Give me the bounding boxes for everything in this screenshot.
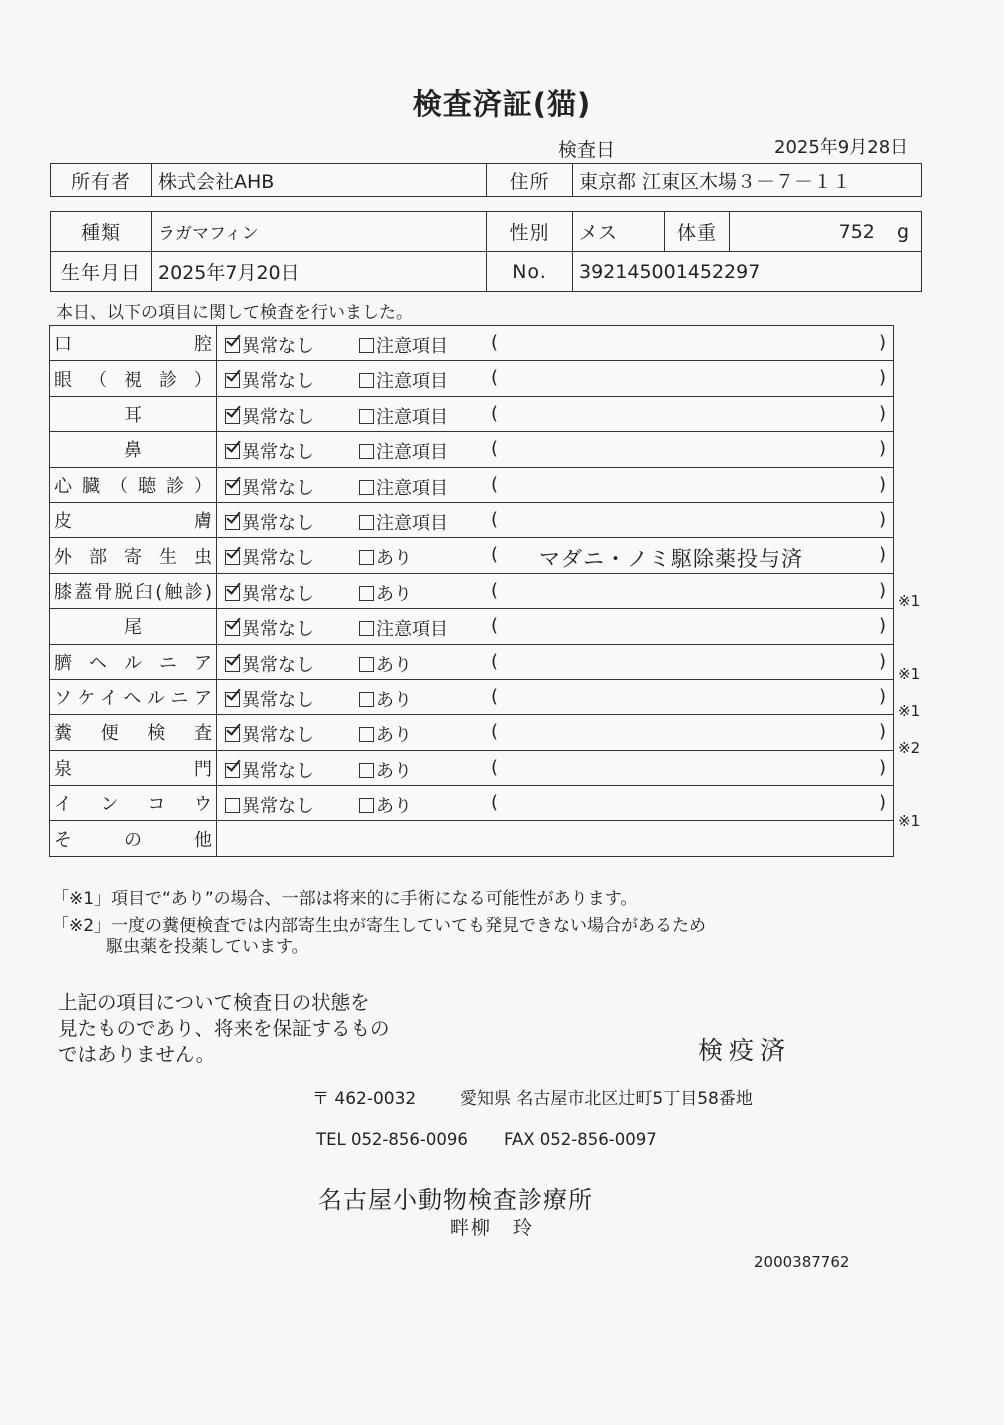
paren-open: ( <box>491 332 499 353</box>
alt-option[interactable] <box>359 367 448 393</box>
exam-item-name: ソケイヘルニア <box>54 688 212 710</box>
exam-row <box>50 715 894 750</box>
exam-item-result-cell <box>217 396 894 431</box>
normal-checkbox[interactable] <box>225 480 240 495</box>
exam-row <box>50 326 894 361</box>
owner-table <box>50 163 922 197</box>
paren-open: ( <box>491 650 499 672</box>
exam-item-name-cell <box>50 609 217 644</box>
exam-item-name: 耳 <box>124 404 142 426</box>
no-label: No. <box>487 252 573 292</box>
normal-checkbox[interactable] <box>225 657 240 672</box>
exam-item-name: 膝蓋骨脱臼(触診) <box>54 581 212 603</box>
normal-checkbox[interactable] <box>225 798 240 813</box>
normal-label: 異常なし <box>242 760 314 782</box>
exam-item-name-cell <box>50 396 217 431</box>
paren-open: ( <box>491 756 499 778</box>
footnote-mark: ※1 <box>898 665 921 684</box>
alt-option[interactable] <box>359 651 412 677</box>
exam-row <box>50 502 894 537</box>
paren-close: ) <box>879 402 887 424</box>
exam-item-name-cell <box>50 750 217 785</box>
owner-label: 所有者 <box>51 164 152 197</box>
exam-item-name-cell <box>50 361 217 396</box>
normal-option[interactable] <box>225 721 314 747</box>
disclaimer-line: 見たものであり、将来を保証するもの <box>58 1017 390 1040</box>
alt-checkbox[interactable] <box>359 763 374 778</box>
exam-item-result-cell <box>217 679 894 714</box>
alt-label: あり <box>376 796 412 818</box>
exam-row <box>50 573 894 608</box>
exam-note: マダニ・ノミ駆除薬投与済 <box>539 547 803 572</box>
alt-checkbox[interactable] <box>359 444 374 459</box>
alt-checkbox[interactable] <box>359 338 374 353</box>
paren-open: ( <box>491 544 499 566</box>
alt-option[interactable] <box>359 686 412 712</box>
alt-label: 注意項目 <box>376 406 448 428</box>
exam-item-result-cell <box>217 609 894 644</box>
alt-checkbox[interactable] <box>359 727 374 742</box>
normal-label: 異常なし <box>242 442 314 464</box>
paren-open: ( <box>491 579 499 601</box>
footnote-mark: ※2 <box>898 738 921 757</box>
normal-checkbox[interactable] <box>225 550 240 565</box>
clinic-name: 名古屋小動物検査診療所 <box>318 1186 593 1214</box>
exam-item-name-cell <box>50 326 217 361</box>
note-1: 「※1」項目で“あり”の場合、一部は将来的に手術になる可能性があります。 <box>52 889 638 909</box>
paren-close: ) <box>879 685 887 707</box>
no-value: 392145001452297 <box>573 252 922 292</box>
note-2: 「※2」一度の糞便検査では内部寄生虫が寄生していても発見できない場合があるため <box>52 916 707 936</box>
alt-label: 注意項目 <box>376 336 448 357</box>
exam-item-name: 糞便検査 <box>54 723 212 745</box>
exam-row <box>50 467 894 502</box>
alt-checkbox[interactable] <box>359 550 374 565</box>
exam-row <box>50 609 894 644</box>
paren-close: ) <box>879 438 887 460</box>
paren-close: ) <box>879 650 887 672</box>
alt-checkbox[interactable] <box>359 657 374 672</box>
breed-label: 種類 <box>51 212 152 252</box>
certificate-title: 検査済証(猫) <box>412 87 592 121</box>
alt-option[interactable] <box>359 615 448 641</box>
alt-checkbox[interactable] <box>359 409 374 424</box>
exam-item-result-cell <box>217 502 894 537</box>
normal-option[interactable] <box>225 509 314 535</box>
normal-checkbox[interactable] <box>225 763 240 778</box>
alt-option[interactable] <box>359 332 448 358</box>
normal-label: 異常なし <box>242 477 314 499</box>
alt-option[interactable] <box>359 474 448 500</box>
birth-value: 2025年7月20日 <box>152 252 487 292</box>
exam-item-result-cell <box>217 750 894 785</box>
exam-item-name-cell <box>50 502 217 537</box>
alt-option[interactable] <box>359 544 412 570</box>
normal-label: 異常なし <box>242 336 314 357</box>
weight-value: 752 <box>838 220 875 243</box>
normal-checkbox[interactable] <box>225 692 240 707</box>
clinic-fax: FAX 052-856-0097 <box>504 1130 657 1149</box>
alt-checkbox[interactable] <box>359 692 374 707</box>
normal-option[interactable] <box>225 544 314 570</box>
paren-open: ( <box>491 508 499 530</box>
normal-checkbox[interactable] <box>225 621 240 636</box>
note-2-continued: 駆虫薬を投薬しています。 <box>106 937 309 957</box>
exam-row <box>50 538 894 573</box>
other-label: そ の 他 <box>54 829 212 851</box>
alt-label: あり <box>376 689 412 711</box>
alt-checkbox[interactable] <box>359 373 374 388</box>
exam-item-name: 尾 <box>124 617 142 639</box>
alt-label: 注意項目 <box>376 371 448 393</box>
exam-row <box>50 786 894 821</box>
exam-item-result-cell <box>217 573 894 608</box>
normal-label: 異常なし <box>242 406 314 428</box>
pet-table <box>50 211 922 292</box>
alt-checkbox[interactable] <box>359 515 374 530</box>
exam-item-name-cell <box>50 679 217 714</box>
owner-value: 株式会社AHB <box>152 164 487 197</box>
paren-close: ) <box>879 332 887 353</box>
other-label-cell <box>50 821 217 856</box>
alt-label: 注意項目 <box>376 512 448 534</box>
exam-item-result-cell <box>217 538 894 573</box>
normal-label: 異常なし <box>242 548 314 570</box>
disclaimer <box>58 990 390 1068</box>
quarantine-stamp: 検疫済 <box>698 1036 792 1065</box>
clinic-tel: TEL 052-856-0096 <box>316 1130 468 1149</box>
exam-row <box>50 396 894 431</box>
exam-table <box>49 325 894 857</box>
alt-label: あり <box>376 583 412 605</box>
paren-open: ( <box>491 721 499 743</box>
normal-option[interactable] <box>225 792 314 818</box>
exam-item-result-cell <box>217 432 894 467</box>
breed-value: ラガマフィン <box>152 212 487 252</box>
normal-label: 異常なし <box>242 583 314 605</box>
normal-label: 異常なし <box>242 619 314 641</box>
normal-label: 異常なし <box>242 796 314 818</box>
paren-open: ( <box>491 473 499 495</box>
normal-option[interactable] <box>225 403 314 429</box>
exam-item-name: 鼻 <box>124 440 142 462</box>
normal-option[interactable] <box>225 474 314 500</box>
alt-option[interactable] <box>359 438 448 464</box>
paren-open: ( <box>491 438 499 460</box>
address-value: 東京都 江東区木場３－７－１１ <box>573 164 922 197</box>
footnote-mark: ※1 <box>898 702 921 720</box>
alt-label: 注意項目 <box>376 477 448 499</box>
exam-item-result-cell <box>217 786 894 821</box>
paren-close: ) <box>879 579 887 601</box>
alt-label: あり <box>376 760 412 782</box>
sex-label: 性別 <box>487 212 573 252</box>
alt-option[interactable] <box>359 721 412 747</box>
exam-item-name: 口 腔 <box>54 334 212 356</box>
normal-label: 異常なし <box>242 689 314 711</box>
alt-checkbox[interactable] <box>359 586 374 601</box>
alt-label: 注意項目 <box>376 619 448 641</box>
normal-checkbox[interactable] <box>225 338 240 353</box>
document-number: 2000387762 <box>754 1253 850 1271</box>
alt-checkbox[interactable] <box>359 480 374 495</box>
exam-date-label: 検査日 <box>558 139 616 161</box>
clinic-address: 愛知県 名古屋市北区辻町5丁目58番地 <box>460 1089 753 1109</box>
normal-label: 異常なし <box>242 371 314 393</box>
exam-item-name-cell <box>50 786 217 821</box>
normal-option[interactable] <box>225 686 314 712</box>
alt-label: あり <box>376 548 412 570</box>
alt-option[interactable] <box>359 757 412 783</box>
paren-close: ) <box>879 756 887 778</box>
alt-label: あり <box>376 654 412 676</box>
weight-cell <box>730 212 922 252</box>
exam-item-name: 眼（視診） <box>54 369 212 391</box>
normal-option[interactable] <box>225 651 314 677</box>
other-value-cell <box>217 821 894 856</box>
alt-checkbox[interactable] <box>359 798 374 813</box>
address-label: 住所 <box>487 164 573 197</box>
exam-item-name-cell <box>50 715 217 750</box>
exam-row <box>50 644 894 679</box>
weight-unit: g <box>896 220 909 243</box>
exam-item-result-cell <box>217 361 894 396</box>
paren-open: ( <box>491 367 499 389</box>
paren-close: ) <box>879 721 887 743</box>
exam-item-name-cell <box>50 644 217 679</box>
paren-close: ) <box>879 792 887 814</box>
exam-item-result-cell <box>217 326 894 361</box>
exam-item-name-cell <box>50 538 217 573</box>
exam-item-name-cell <box>50 573 217 608</box>
weight-label: 体重 <box>665 212 730 252</box>
normal-checkbox[interactable] <box>225 444 240 459</box>
alt-checkbox[interactable] <box>359 621 374 636</box>
normal-option[interactable] <box>225 367 314 393</box>
exam-item-result-cell <box>217 715 894 750</box>
normal-label: 異常なし <box>242 654 314 676</box>
sex-value: メス <box>573 212 665 252</box>
normal-checkbox[interactable] <box>225 515 240 530</box>
paren-open: ( <box>491 402 499 424</box>
alt-option[interactable] <box>359 509 448 535</box>
exam-item-name-cell <box>50 467 217 502</box>
exam-row <box>50 679 894 714</box>
exam-row <box>50 432 894 467</box>
clinic-zip: 〒 462-0032 <box>312 1089 417 1109</box>
exam-item-name: 心臓（聴診） <box>54 475 212 497</box>
exam-date-value: 2025年9月28日 <box>774 137 909 158</box>
normal-label: 異常なし <box>242 725 314 747</box>
exam-item-name: 外部寄生虫 <box>54 546 212 568</box>
normal-option[interactable] <box>225 757 314 783</box>
paren-close: ) <box>879 473 887 495</box>
normal-option[interactable] <box>225 438 314 464</box>
alt-option[interactable] <box>359 580 412 606</box>
disclaimer-line: ではありません。 <box>58 1043 216 1066</box>
exam-item-result-cell <box>217 644 894 679</box>
paren-open: ( <box>491 792 499 814</box>
birth-label: 生年月日 <box>51 252 152 292</box>
paren-close: ) <box>879 615 887 637</box>
exam-row <box>50 750 894 785</box>
paren-close: ) <box>879 508 887 530</box>
exam-item-name-cell <box>50 432 217 467</box>
normal-checkbox[interactable] <box>225 586 240 601</box>
normal-option[interactable] <box>225 615 314 641</box>
alt-label: あり <box>376 725 412 747</box>
disclaimer-line: 上記の項目について検査日の状態を <box>58 991 370 1014</box>
normal-option[interactable] <box>225 580 314 606</box>
exam-row <box>50 361 894 396</box>
exam-row-other <box>50 821 894 856</box>
normal-checkbox[interactable] <box>225 409 240 424</box>
footnote-mark: ※1 <box>898 591 921 610</box>
exam-item-name: 臍ヘルニア <box>54 652 212 674</box>
exam-item-result-cell <box>217 467 894 502</box>
paren-open: ( <box>491 615 499 637</box>
paren-close: ) <box>879 544 887 566</box>
normal-label: 異常なし <box>242 512 314 534</box>
alt-label: 注意項目 <box>376 442 448 464</box>
alt-option[interactable] <box>359 403 448 429</box>
normal-checkbox[interactable] <box>225 373 240 388</box>
exam-item-name: インコウ <box>54 794 212 816</box>
exam-item-name: 皮 膚 <box>54 511 212 533</box>
doctor-name: 畔柳 玲 <box>450 1217 535 1239</box>
footnote-mark: ※1 <box>898 812 921 831</box>
paren-close: ) <box>879 367 887 389</box>
intro-text: 本日、以下の項目に関して検査を行いました。 <box>56 303 413 323</box>
exam-item-name: 泉 門 <box>54 758 212 780</box>
normal-checkbox[interactable] <box>225 727 240 742</box>
alt-option[interactable] <box>359 792 412 818</box>
paren-open: ( <box>491 685 499 707</box>
normal-option[interactable] <box>225 332 314 358</box>
